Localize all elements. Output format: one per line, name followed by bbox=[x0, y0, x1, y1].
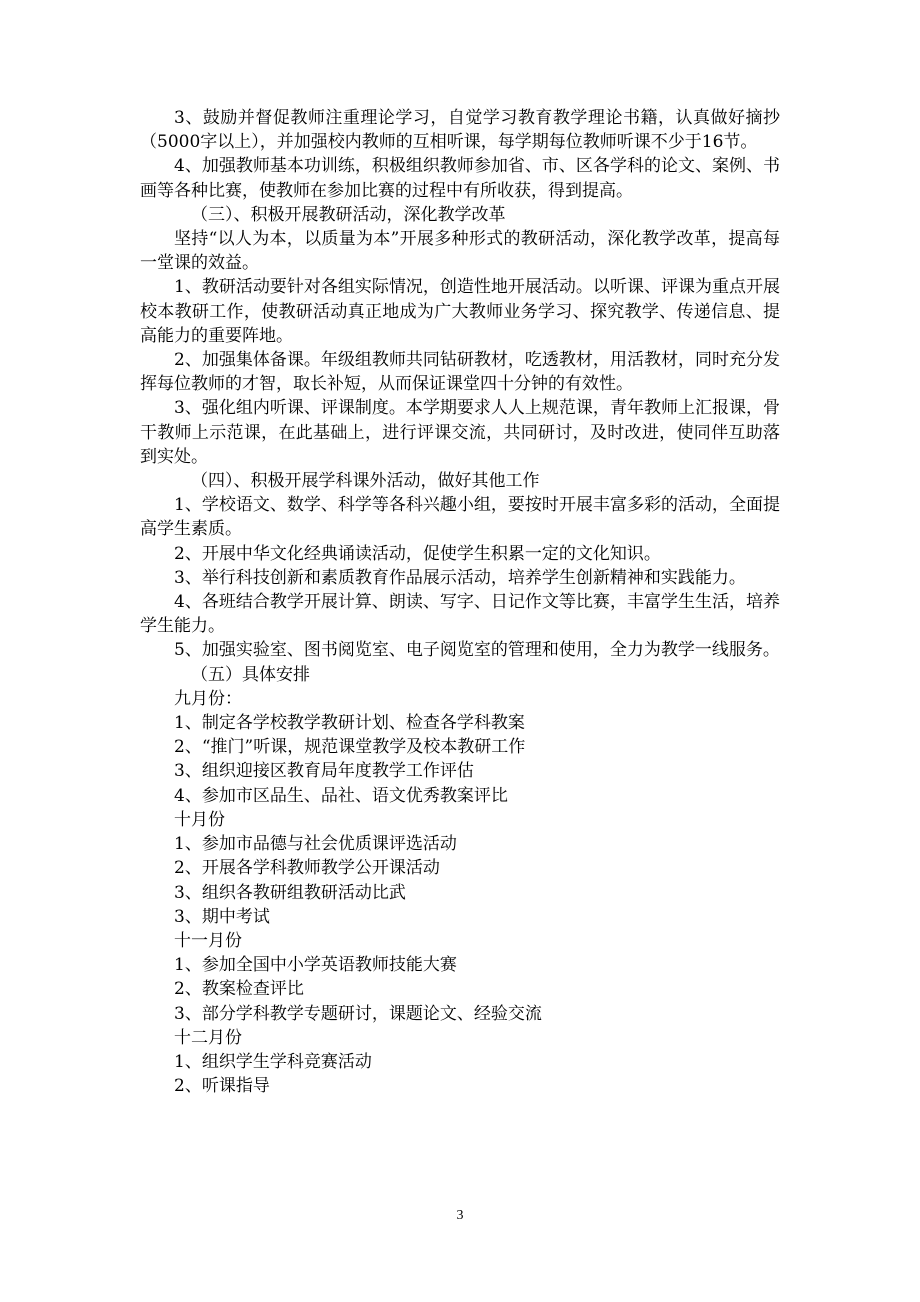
body-paragraph: 十一月份 bbox=[174, 930, 242, 951]
body-paragraph: 5、加强实验室、图书阅览室、电子阅览室的管理和使用，全力为教学一线服务。 bbox=[174, 640, 780, 661]
section-heading: （五）具体安排 bbox=[191, 664, 310, 685]
body-paragraph: 2、开展中华文化经典诵读活动，促使学生积累一定的文化知识。 bbox=[174, 543, 661, 564]
body-paragraph: 十二月份 bbox=[174, 1027, 242, 1048]
section-heading: （四）、积极开展学科课外活动，做好其他工作 bbox=[191, 471, 540, 492]
body-paragraph: 3、组织迎接区教育局年度教学工作评估 bbox=[174, 761, 474, 782]
section-heading: （三）、积极开展教研活动，深化教学改革 bbox=[191, 204, 506, 225]
body-paragraph: 4、参加市区品生、品社、语文优秀教案评比 bbox=[174, 785, 508, 806]
body-paragraph: 3、强化组内听课、评课制度。本学期要求人人上规范课，青年教师上汇报课，骨干教师上示范课，在此基础上，进行评课交流，共同研讨，及时改进，使同伴互助落到实处。 bbox=[140, 398, 780, 467]
body-paragraph: 1、教研活动要针对各组实际情况，创造性地开展活动。以听课、评课为重点开展校本教研工作，使教研活动真正地成为广大教师业务学习、探究教学、传递信息、提高能力的重要阵地。 bbox=[140, 277, 780, 346]
body-paragraph: 2、加强集体备课。年级组教师共同钻研教材，吃透教材，用活教材，同时充分发挥每位教师的才智，取长补短，从而保证课堂四十分钟的有效性。 bbox=[140, 350, 780, 395]
body-paragraph: 2、听课指导 bbox=[174, 1076, 270, 1097]
page-number: 3 bbox=[456, 1208, 464, 1223]
body-paragraph: 1、组织学生学科竞赛活动 bbox=[174, 1051, 372, 1072]
body-paragraph: 2、教案检查评比 bbox=[174, 979, 304, 1000]
body-paragraph: 坚持“以人为本，以质量为本”开展多种形式的教研活动，深化教学改革，提高每一堂课的效益。 bbox=[140, 229, 780, 274]
body-paragraph: 3、举行科技创新和素质教育作品展示活动，培养学生创新精神和实践能力。 bbox=[174, 567, 746, 588]
body-paragraph: 1、参加全国中小学英语教师技能大赛 bbox=[174, 955, 457, 976]
body-paragraph: 4、各班结合教学开展计算、朗读、写字、日记作文等比赛，丰富学生生活，培养学生能力。 bbox=[140, 592, 780, 637]
body-paragraph: 3、部分学科教学专题研讨，课题论文、经验交流 bbox=[174, 1003, 542, 1024]
body-paragraph: 九月份： bbox=[174, 688, 242, 709]
body-paragraph: 2、开展各学科教师教学公开课活动 bbox=[174, 858, 440, 879]
body-paragraph: 2、“推门”听课，规范课堂教学及校本教研工作 bbox=[174, 737, 526, 758]
body-paragraph: 十月份 bbox=[174, 809, 225, 830]
body-paragraph: 3、期中考试 bbox=[174, 906, 270, 927]
body-paragraph: 1、参加市品德与社会优质课评选活动 bbox=[174, 834, 457, 855]
body-paragraph: 3、组织各教研组教研活动比武 bbox=[174, 882, 406, 903]
body-paragraph: 1、制定各学校教学教研计划、检查各学科教案 bbox=[174, 713, 525, 734]
body-paragraph: 1、学校语文、数学、科学等各科兴趣小组，要按时开展丰富多彩的活动，全面提高学生素质。 bbox=[140, 495, 780, 540]
document-body bbox=[140, 106, 780, 1098]
body-paragraph: 3、鼓励并督促教师注重理论学习，自觉学习教育教学理论书籍，认真做好摘抄（5000字以上），并加强校内教师的互相听课，每学期每位教师听课不少于16节。 bbox=[140, 108, 780, 153]
body-paragraph: 4、加强教师基本功训练，积极组织教师参加省、市、区各学科的论文、案例、书画等各种比赛，使教师在参加比赛的过程中有所收获，得到提高。 bbox=[140, 156, 780, 201]
